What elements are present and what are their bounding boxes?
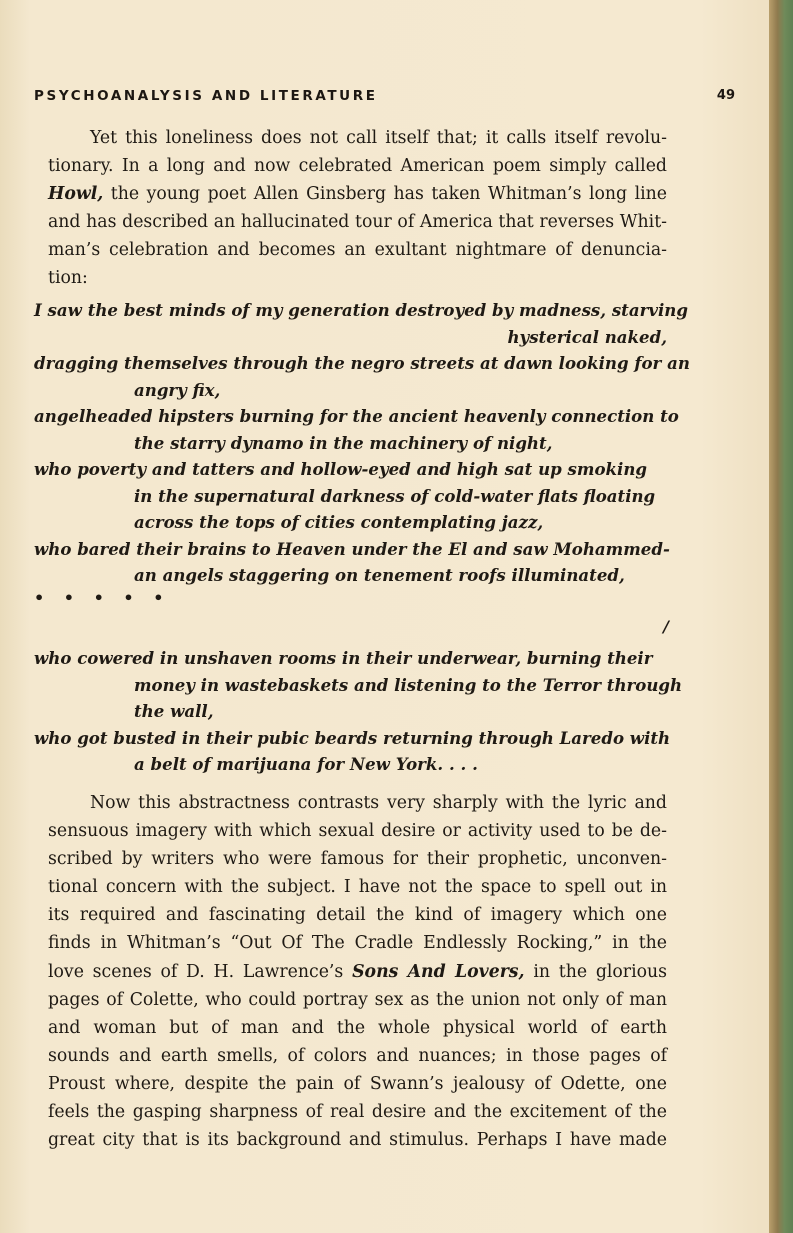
poem-line: money in wastebaskets and listening to the Terror through	[134, 674, 683, 695]
text-line	[48, 180, 667, 208]
omission-dots: • • • • •	[34, 588, 171, 607]
text-line: and woman but of man and the whole physical world of earth	[48, 1017, 667, 1038]
poem-line: dragging themselves through the negro streets at dawn looking for an	[34, 353, 690, 373]
text-line: feels the gasping sharpness of real desire and the excitement of the	[48, 1102, 667, 1123]
text-fragment: in the glorious	[524, 961, 667, 982]
poem-line: angry fix,	[134, 379, 221, 400]
poem-line: a belt of marijuana for New York. . . .	[134, 754, 478, 774]
text-line: scribed by writers who were famous for their prophetic, unconven-	[48, 849, 667, 870]
text-fragment: love scenes of D. H. Lawrence’s	[48, 961, 353, 982]
text-line: sensuous imagery with which sexual desire or activity used to be de-	[48, 821, 667, 842]
text-line: man’s celebration and becomes an exultant nightmare of denuncia-	[48, 240, 667, 261]
page-binding-edge	[769, 0, 793, 1233]
poem-line: angelheaded hipsters burning for the ancient heavenly connection to	[34, 406, 679, 426]
text-line	[48, 958, 667, 986]
poem-line: I saw the best minds of my generation destroyed by madness, starving	[34, 300, 688, 320]
running-head: PSYCHOANALYSIS AND LITERATURE	[34, 88, 378, 104]
poem-line: who poverty and tatters and hollow-eyed and high sat up smoking	[34, 459, 647, 479]
poem-line: the wall,	[134, 701, 214, 721]
poem-line: who cowered in unshaven rooms in their underwear, burning their	[34, 648, 653, 668]
poem-line: hysterical naked,	[507, 326, 667, 347]
text-fragment: the young poet Allen Ginsberg has taken Whitman’s long line	[103, 184, 667, 205]
text-line: Yet this loneliness does not call itself that; it calls itself revolu-	[90, 128, 667, 148]
text-line: sounds and earth smells, of colors and nuances; in those pages of	[48, 1045, 667, 1066]
poem-excerpt-2	[34, 645, 683, 778]
page-number: 49	[716, 88, 735, 103]
poem-line: in the supernatural darkness of cold-water flats floating	[134, 485, 656, 506]
book-title: Sons And Lovers,	[352, 961, 525, 982]
poem-line: who got busted in their pubic beards returning through Laredo with	[34, 727, 671, 748]
text-line: and has described an hallucinated tour of America that reverses Whit-	[48, 212, 667, 233]
poem-line: the starry dynamo in the machinery of night,	[134, 432, 553, 453]
paragraph-intro	[48, 124, 667, 293]
paragraph-abstractness	[48, 789, 667, 1154]
poem-line: across the tops of cities contemplating jazz,	[134, 512, 544, 532]
text-line: finds in Whitman’s “Out Of The Cradle Endlessly Rocking,” in the	[48, 933, 667, 954]
poem-line: who bared their brains to Heaven under the El and saw Mohammed-	[34, 538, 670, 559]
text-line: pages of Colette, who could portray sex as the union not only of man	[48, 989, 667, 1010]
poem-excerpt-1	[34, 297, 690, 589]
page-header	[34, 88, 735, 108]
text-line: tionary. In a long and now celebrated American poem simply called	[48, 156, 667, 177]
text-line: its required and fascinating detail the kind of imagery which one	[48, 905, 667, 926]
text-line: tional concern with the subject. I have not the space to spell out in	[48, 877, 667, 898]
margin-mark: /	[663, 617, 669, 636]
text-line: Now this abstractness contrasts very sharply with the lyric and	[90, 793, 667, 813]
poem-title: Howl,	[48, 184, 104, 205]
text-line: tion:	[48, 268, 88, 289]
poem-line: an angels staggering on tenement roofs illuminated,	[134, 565, 625, 585]
text-line: great city that is its background and stimulus. Perhaps I have made	[48, 1130, 667, 1151]
text-line: Proust where, despite the pain of Swann’s jealousy of Odette, one	[48, 1073, 667, 1094]
